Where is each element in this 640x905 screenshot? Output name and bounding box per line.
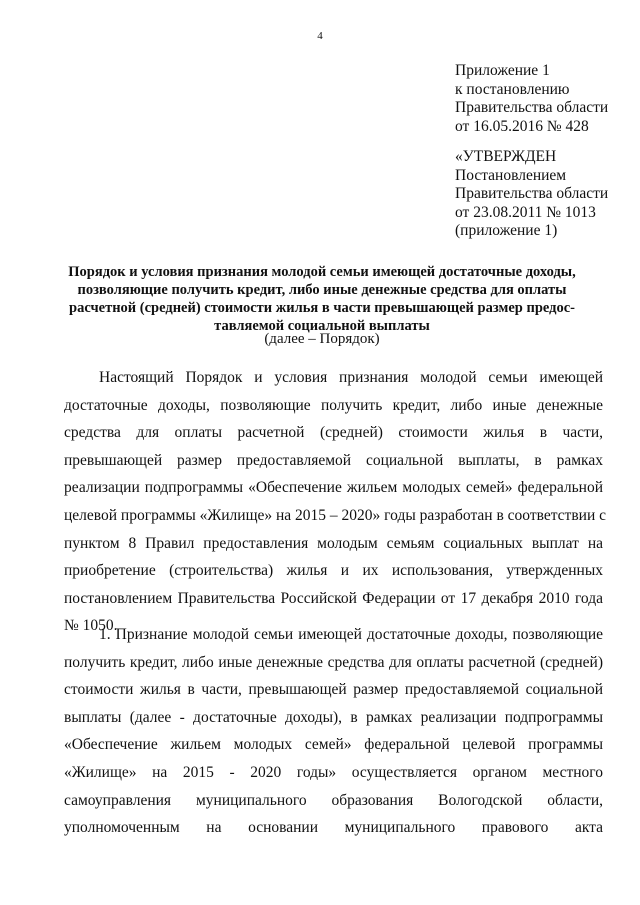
title-line: позволяющие получить кредит, либо иные денежные средства для оплаты xyxy=(77,282,567,298)
title-line: расчетной (средней) стоимости жилья в части превышающей размер предос- xyxy=(69,300,575,316)
paragraph-line: «Обеспечение жильем молодых семей» федеральной целевой программы xyxy=(64,736,603,754)
paragraph-line: выплаты (далее - достаточные доходы), в рамках реализации подпрограммы xyxy=(64,708,603,726)
page-number: 4 xyxy=(317,30,323,42)
paragraph-line: превышающей размер предоставляемой социальной выплаты, в рамках xyxy=(64,451,603,469)
paragraph-line: средства для оплаты расчетной (средней) стоимости жилья в части, xyxy=(64,424,603,442)
approval-line: «УТВЕРЖДЕН xyxy=(455,148,557,165)
paragraph-line: достаточные доходы, позволяющие получить кредит, либо иные денежные xyxy=(64,396,603,414)
paragraph-line: постановлением Правительства Российской Федерации от 17 декабря 2010 года xyxy=(64,589,603,607)
document-title xyxy=(56,263,588,335)
paragraph-line: пунктом 8 Правил предоставления молодым семьям социальных выплат на xyxy=(64,534,603,552)
appendix-line: Приложение 1 xyxy=(455,62,550,79)
paragraph-line: реализации подпрограммы «Обеспечение жильем молодых семей» федеральной xyxy=(64,479,603,497)
appendix-line: Правительства области xyxy=(455,99,609,116)
paragraph-line: самоуправления муниципального образования Вологодской области, xyxy=(64,791,603,809)
paragraph-line: целевой программы «Жилище» на 2015 – 2020» годы разработан в соответствии с xyxy=(64,506,606,524)
paragraph-line: Настоящий Порядок и условия признания молодой семьи имеющей xyxy=(99,369,603,386)
paragraph-item-1 xyxy=(64,621,603,842)
paragraph-line: получить кредит, либо иные денежные средства для оплаты расчетной (средней) xyxy=(64,653,603,671)
appendix-block xyxy=(455,62,608,136)
title-line: тавляемой социальной выплаты xyxy=(214,318,430,334)
paragraph-line: «Жилище» на 2015 - 2020 годы» осуществляется органом местного xyxy=(64,763,603,781)
document-subtitle: (далее – Порядок) xyxy=(264,331,380,347)
paragraph-intro xyxy=(64,364,606,640)
paragraph-line: № 1050. xyxy=(64,617,118,635)
title-line: Порядок и условия признания молодой семьи имеющей достаточные доходы, xyxy=(68,264,576,280)
approval-block xyxy=(455,148,608,241)
paragraph-line: приобретение (строительства) жилья и их использования, утвержденных xyxy=(64,562,603,580)
paragraph-line: 1. Признание молодой семьи имеющей достаточные доходы, позволяющие xyxy=(99,626,603,643)
approval-line: Постановлением xyxy=(455,166,567,184)
appendix-line: к постановлению xyxy=(455,80,570,98)
paragraph-line: стоимости жилья в части, превышающей размер предоставляемой социальной xyxy=(64,681,603,699)
approval-line: от 23.08.2011 № 1013 xyxy=(455,203,596,221)
paragraph-line: уполномоченным на основании муниципального правового акта xyxy=(64,819,603,837)
approval-line: (приложение 1) xyxy=(455,222,558,239)
appendix-line: от 16.05.2016 № 428 xyxy=(455,117,589,135)
approval-line: Правительства области xyxy=(455,185,609,202)
